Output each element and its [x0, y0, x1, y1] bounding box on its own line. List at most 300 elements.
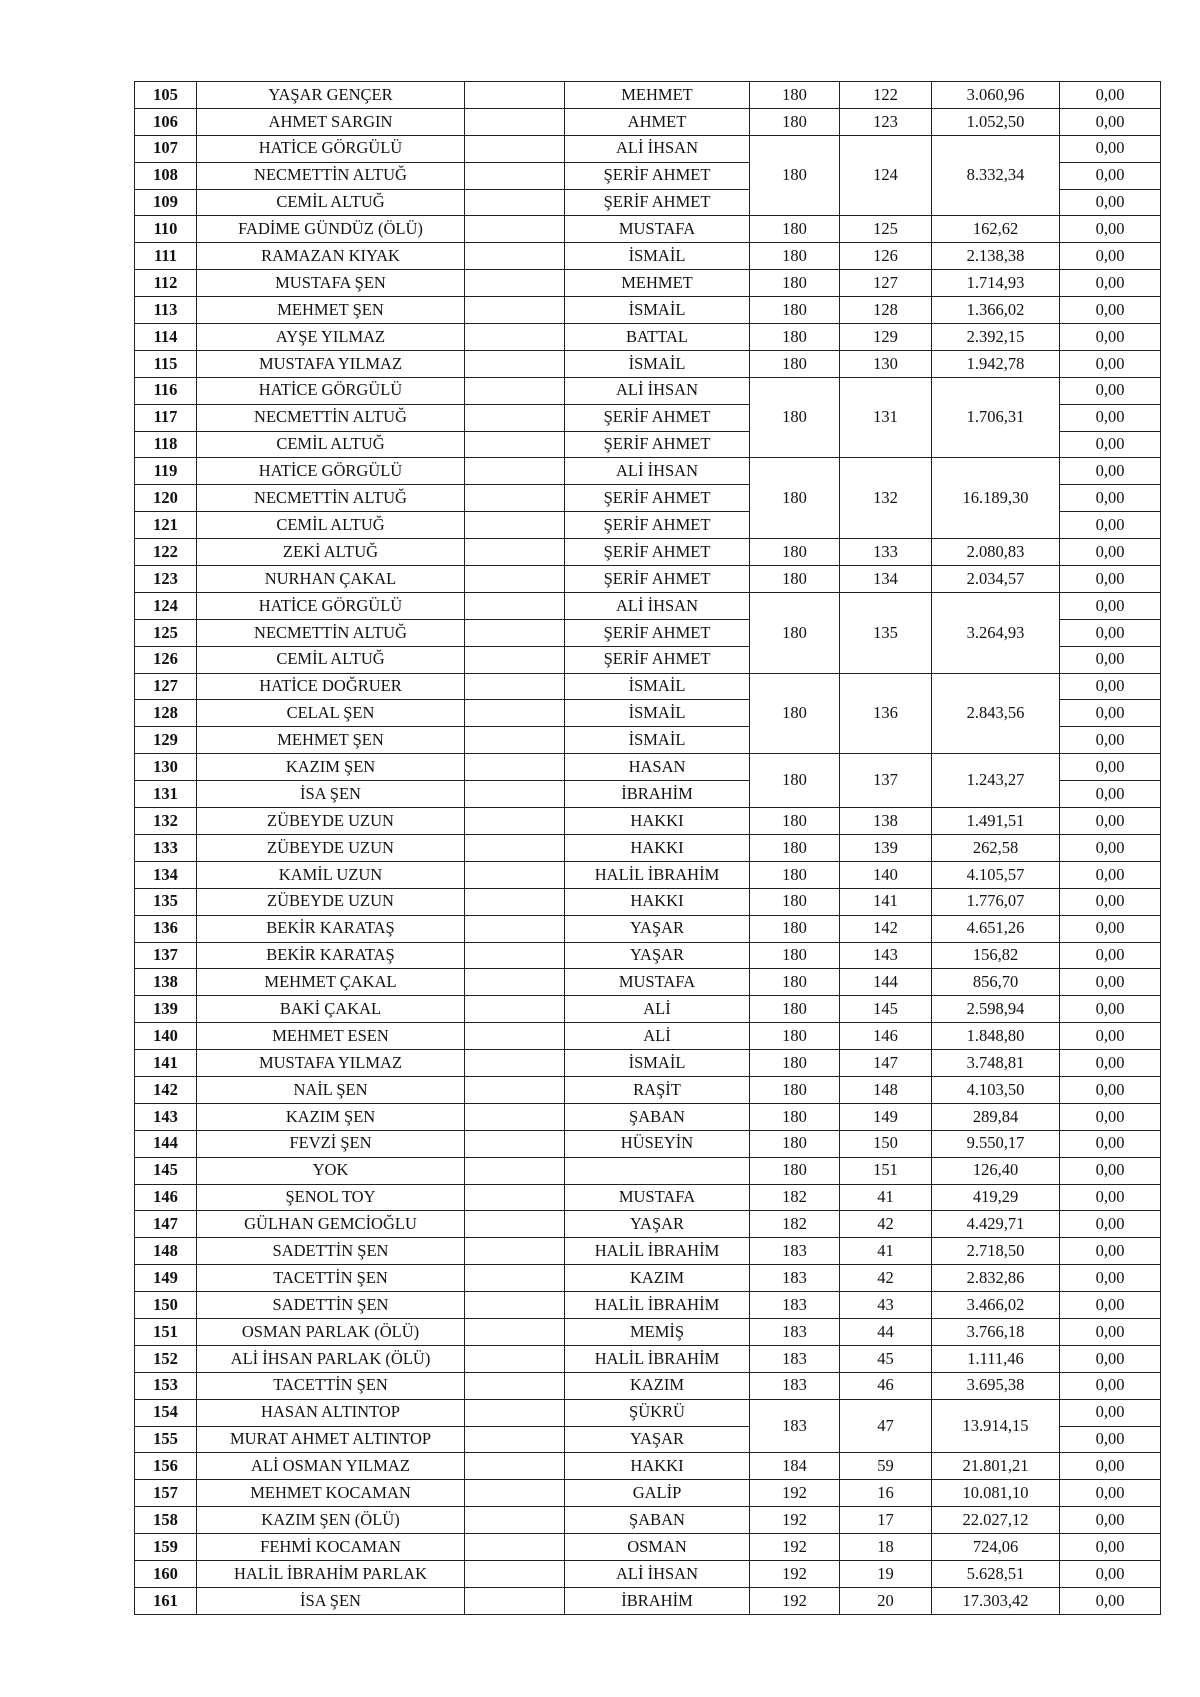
- table-row: [135, 377, 1161, 404]
- parcel-number-cell: 132: [840, 458, 932, 539]
- row-number-cell: 106: [135, 108, 197, 135]
- table-row: [135, 1130, 1161, 1157]
- block-number-cell: 180: [750, 942, 840, 969]
- father-name-cell: İSMAİL: [565, 727, 750, 754]
- area-cell: 2.718,50: [932, 1238, 1060, 1265]
- father-name-cell: HALİL İBRAHİM: [565, 861, 750, 888]
- parcel-number-cell: 148: [840, 1076, 932, 1103]
- row-number-cell: 132: [135, 808, 197, 835]
- table-row: [135, 1292, 1161, 1319]
- father-name-cell: ŞERİF AHMET: [565, 619, 750, 646]
- father-name-cell: ALİ İHSAN: [565, 592, 750, 619]
- value-cell: 0,00: [1060, 350, 1161, 377]
- area-cell: 4.429,71: [932, 1211, 1060, 1238]
- value-cell: 0,00: [1060, 1157, 1161, 1184]
- table-row: [135, 754, 1161, 781]
- father-name-cell: HAKKI: [565, 1453, 750, 1480]
- father-name-cell: ŞABAN: [565, 1103, 750, 1130]
- father-name-cell: MEHMET: [565, 82, 750, 109]
- block-number-cell: 180: [750, 297, 840, 324]
- area-cell: 21.801,21: [932, 1453, 1060, 1480]
- value-cell: 0,00: [1060, 1372, 1161, 1399]
- blank-cell: [465, 619, 565, 646]
- father-name-cell: ŞABAN: [565, 1507, 750, 1534]
- table-row: [135, 243, 1161, 270]
- blank-cell: [465, 834, 565, 861]
- row-number-cell: 128: [135, 700, 197, 727]
- parcel-number-cell: 46: [840, 1372, 932, 1399]
- value-cell: 0,00: [1060, 1480, 1161, 1507]
- table-row: [135, 539, 1161, 566]
- owner-name-cell: CEMİL ALTUĞ: [197, 646, 465, 673]
- table-row: [135, 108, 1161, 135]
- parcel-number-cell: 135: [840, 592, 932, 673]
- block-number-cell: 180: [750, 324, 840, 351]
- owner-name-cell: İSA ŞEN: [197, 781, 465, 808]
- block-number-cell: 180: [750, 82, 840, 109]
- value-cell: 0,00: [1060, 1103, 1161, 1130]
- father-name-cell: ALİ: [565, 996, 750, 1023]
- parcel-number-cell: 147: [840, 1050, 932, 1077]
- parcel-number-cell: 128: [840, 297, 932, 324]
- blank-cell: [465, 592, 565, 619]
- blank-cell: [465, 1372, 565, 1399]
- row-number-cell: 118: [135, 431, 197, 458]
- area-cell: 856,70: [932, 969, 1060, 996]
- block-number-cell: 180: [750, 1157, 840, 1184]
- owner-name-cell: GÜLHAN GEMCİOĞLU: [197, 1211, 465, 1238]
- father-name-cell: OSMAN: [565, 1534, 750, 1561]
- value-cell: 0,00: [1060, 512, 1161, 539]
- owner-name-cell: NECMETTİN ALTUĞ: [197, 619, 465, 646]
- parcel-number-cell: 18: [840, 1534, 932, 1561]
- parcel-number-cell: 59: [840, 1453, 932, 1480]
- value-cell: 0,00: [1060, 1534, 1161, 1561]
- row-number-cell: 156: [135, 1453, 197, 1480]
- block-number-cell: 180: [750, 754, 840, 808]
- value-cell: 0,00: [1060, 942, 1161, 969]
- father-name-cell: İSMAİL: [565, 700, 750, 727]
- row-number-cell: 157: [135, 1480, 197, 1507]
- value-cell: 0,00: [1060, 1453, 1161, 1480]
- block-number-cell: 180: [750, 673, 840, 754]
- owner-name-cell: NECMETTİN ALTUĞ: [197, 485, 465, 512]
- area-cell: 5.628,51: [932, 1560, 1060, 1587]
- owner-name-cell: CEMİL ALTUĞ: [197, 512, 465, 539]
- father-name-cell: HAKKI: [565, 808, 750, 835]
- parcel-number-cell: 134: [840, 566, 932, 593]
- blank-cell: [465, 216, 565, 243]
- owner-name-cell: CELAL ŞEN: [197, 700, 465, 727]
- owner-name-cell: CEMİL ALTUĞ: [197, 431, 465, 458]
- value-cell: 0,00: [1060, 270, 1161, 297]
- father-name-cell: ŞERİF AHMET: [565, 512, 750, 539]
- blank-cell: [465, 1184, 565, 1211]
- area-cell: 2.138,38: [932, 243, 1060, 270]
- parcel-number-cell: 133: [840, 539, 932, 566]
- value-cell: 0,00: [1060, 1184, 1161, 1211]
- table-row: [135, 1372, 1161, 1399]
- father-name-cell: YAŞAR: [565, 1426, 750, 1453]
- row-number-cell: 160: [135, 1560, 197, 1587]
- block-number-cell: 180: [750, 1130, 840, 1157]
- row-number-cell: 142: [135, 1076, 197, 1103]
- value-cell: 0,00: [1060, 135, 1161, 162]
- block-number-cell: 180: [750, 834, 840, 861]
- value-cell: 0,00: [1060, 377, 1161, 404]
- area-cell: 126,40: [932, 1157, 1060, 1184]
- block-number-cell: 192: [750, 1480, 840, 1507]
- block-number-cell: 192: [750, 1534, 840, 1561]
- owner-name-cell: NECMETTİN ALTUĞ: [197, 404, 465, 431]
- value-cell: 0,00: [1060, 1426, 1161, 1453]
- row-number-cell: 131: [135, 781, 197, 808]
- value-cell: 0,00: [1060, 1292, 1161, 1319]
- block-number-cell: 180: [750, 915, 840, 942]
- table-row: [135, 888, 1161, 915]
- area-cell: 13.914,15: [932, 1399, 1060, 1453]
- blank-cell: [465, 1265, 565, 1292]
- block-number-cell: 180: [750, 458, 840, 539]
- blank-cell: [465, 1103, 565, 1130]
- father-name-cell: HÜSEYİN: [565, 1130, 750, 1157]
- table-row: [135, 216, 1161, 243]
- area-cell: 4.651,26: [932, 915, 1060, 942]
- father-name-cell: GALİP: [565, 1480, 750, 1507]
- row-number-cell: 135: [135, 888, 197, 915]
- table-row: [135, 297, 1161, 324]
- blank-cell: [465, 82, 565, 109]
- father-name-cell: MUSTAFA: [565, 969, 750, 996]
- blank-cell: [465, 1587, 565, 1614]
- block-number-cell: 180: [750, 592, 840, 673]
- table-row: [135, 942, 1161, 969]
- value-cell: 0,00: [1060, 297, 1161, 324]
- value-cell: 0,00: [1060, 189, 1161, 216]
- blank-cell: [465, 162, 565, 189]
- owner-name-cell: FEVZİ ŞEN: [197, 1130, 465, 1157]
- block-number-cell: 180: [750, 108, 840, 135]
- row-number-cell: 140: [135, 1023, 197, 1050]
- blank-cell: [465, 1480, 565, 1507]
- row-number-cell: 153: [135, 1372, 197, 1399]
- table-row: [135, 1507, 1161, 1534]
- owner-name-cell: YOK: [197, 1157, 465, 1184]
- blank-cell: [465, 727, 565, 754]
- value-cell: 0,00: [1060, 915, 1161, 942]
- area-cell: 2.598,94: [932, 996, 1060, 1023]
- blank-cell: [465, 700, 565, 727]
- value-cell: 0,00: [1060, 458, 1161, 485]
- blank-cell: [465, 512, 565, 539]
- table-row: [135, 861, 1161, 888]
- owner-name-cell: NURHAN ÇAKAL: [197, 566, 465, 593]
- blank-cell: [465, 1453, 565, 1480]
- parcel-number-cell: 41: [840, 1238, 932, 1265]
- parcel-number-cell: 151: [840, 1157, 932, 1184]
- table-row: [135, 324, 1161, 351]
- area-cell: 1.111,46: [932, 1345, 1060, 1372]
- father-name-cell: ALİ İHSAN: [565, 458, 750, 485]
- table-row: [135, 1587, 1161, 1614]
- parcel-number-cell: 137: [840, 754, 932, 808]
- row-number-cell: 105: [135, 82, 197, 109]
- father-name-cell: KAZIM: [565, 1265, 750, 1292]
- owner-name-cell: ZÜBEYDE UZUN: [197, 888, 465, 915]
- blank-cell: [465, 1426, 565, 1453]
- parcel-number-cell: 136: [840, 673, 932, 754]
- row-number-cell: 150: [135, 1292, 197, 1319]
- owner-name-cell: NECMETTİN ALTUĞ: [197, 162, 465, 189]
- row-number-cell: 139: [135, 996, 197, 1023]
- value-cell: 0,00: [1060, 243, 1161, 270]
- value-cell: 0,00: [1060, 1507, 1161, 1534]
- father-name-cell: HALİL İBRAHİM: [565, 1345, 750, 1372]
- owner-name-cell: MEHMET ESEN: [197, 1023, 465, 1050]
- value-cell: 0,00: [1060, 1265, 1161, 1292]
- table-row: [135, 1534, 1161, 1561]
- blank-cell: [465, 1211, 565, 1238]
- value-cell: 0,00: [1060, 1023, 1161, 1050]
- owner-name-cell: HATİCE DOĞRUER: [197, 673, 465, 700]
- area-cell: 3.748,81: [932, 1050, 1060, 1077]
- value-cell: 0,00: [1060, 1211, 1161, 1238]
- area-cell: 10.081,10: [932, 1480, 1060, 1507]
- father-name-cell: ŞERİF AHMET: [565, 431, 750, 458]
- table-row: [135, 592, 1161, 619]
- row-number-cell: 137: [135, 942, 197, 969]
- value-cell: 0,00: [1060, 162, 1161, 189]
- area-cell: 724,06: [932, 1534, 1060, 1561]
- block-number-cell: 180: [750, 566, 840, 593]
- blank-cell: [465, 754, 565, 781]
- area-cell: 1.706,31: [932, 377, 1060, 458]
- parcel-number-cell: 143: [840, 942, 932, 969]
- owner-name-cell: YAŞAR GENÇER: [197, 82, 465, 109]
- row-number-cell: 138: [135, 969, 197, 996]
- block-number-cell: 180: [750, 270, 840, 297]
- owner-name-cell: HASAN ALTINTOP: [197, 1399, 465, 1426]
- block-number-cell: 180: [750, 1103, 840, 1130]
- parcel-number-cell: 139: [840, 834, 932, 861]
- row-number-cell: 117: [135, 404, 197, 431]
- father-name-cell: İBRAHİM: [565, 781, 750, 808]
- row-number-cell: 123: [135, 566, 197, 593]
- parcel-number-cell: 144: [840, 969, 932, 996]
- blank-cell: [465, 1318, 565, 1345]
- block-number-cell: 183: [750, 1238, 840, 1265]
- father-name-cell: YAŞAR: [565, 942, 750, 969]
- table-row: [135, 969, 1161, 996]
- parcel-number-cell: 42: [840, 1265, 932, 1292]
- value-cell: 0,00: [1060, 1050, 1161, 1077]
- owner-name-cell: MURAT AHMET ALTINTOP: [197, 1426, 465, 1453]
- block-number-cell: 180: [750, 216, 840, 243]
- block-number-cell: 180: [750, 888, 840, 915]
- father-name-cell: KAZIM: [565, 1372, 750, 1399]
- area-cell: 2.080,83: [932, 539, 1060, 566]
- father-name-cell: ŞERİF AHMET: [565, 539, 750, 566]
- blank-cell: [465, 808, 565, 835]
- value-cell: 0,00: [1060, 700, 1161, 727]
- value-cell: 0,00: [1060, 1587, 1161, 1614]
- table-row: [135, 1023, 1161, 1050]
- value-cell: 0,00: [1060, 1130, 1161, 1157]
- table-body: [135, 82, 1161, 1615]
- owner-name-cell: CEMİL ALTUĞ: [197, 189, 465, 216]
- area-cell: 22.027,12: [932, 1507, 1060, 1534]
- row-number-cell: 130: [135, 754, 197, 781]
- owner-name-cell: HATİCE GÖRGÜLÜ: [197, 592, 465, 619]
- table-row: [135, 996, 1161, 1023]
- table-row: [135, 270, 1161, 297]
- area-cell: 3.264,93: [932, 592, 1060, 673]
- father-name-cell: HAKKI: [565, 834, 750, 861]
- area-cell: 1.776,07: [932, 888, 1060, 915]
- blank-cell: [465, 566, 565, 593]
- blank-cell: [465, 1399, 565, 1426]
- area-cell: 419,29: [932, 1184, 1060, 1211]
- area-cell: 3.695,38: [932, 1372, 1060, 1399]
- value-cell: 0,00: [1060, 1399, 1161, 1426]
- owner-name-cell: AHMET SARGIN: [197, 108, 465, 135]
- value-cell: 0,00: [1060, 727, 1161, 754]
- owner-name-cell: MUSTAFA YILMAZ: [197, 350, 465, 377]
- father-name-cell: MUSTAFA: [565, 1184, 750, 1211]
- area-cell: 4.105,57: [932, 861, 1060, 888]
- table-row: [135, 834, 1161, 861]
- row-number-cell: 154: [135, 1399, 197, 1426]
- father-name-cell: AHMET: [565, 108, 750, 135]
- value-cell: 0,00: [1060, 754, 1161, 781]
- value-cell: 0,00: [1060, 539, 1161, 566]
- parcel-number-cell: 19: [840, 1560, 932, 1587]
- owner-name-cell: İSA ŞEN: [197, 1587, 465, 1614]
- block-number-cell: 180: [750, 996, 840, 1023]
- row-number-cell: 116: [135, 377, 197, 404]
- value-cell: 0,00: [1060, 646, 1161, 673]
- value-cell: 0,00: [1060, 834, 1161, 861]
- father-name-cell: HALİL İBRAHİM: [565, 1292, 750, 1319]
- father-name-cell: MEHMET: [565, 270, 750, 297]
- value-cell: 0,00: [1060, 808, 1161, 835]
- row-number-cell: 107: [135, 135, 197, 162]
- blank-cell: [465, 1507, 565, 1534]
- table-row: [135, 808, 1161, 835]
- owner-name-cell: SADETTİN ŞEN: [197, 1238, 465, 1265]
- parcel-number-cell: 47: [840, 1399, 932, 1453]
- parcel-number-cell: 44: [840, 1318, 932, 1345]
- table-row: [135, 350, 1161, 377]
- row-number-cell: 147: [135, 1211, 197, 1238]
- row-number-cell: 126: [135, 646, 197, 673]
- block-number-cell: 180: [750, 350, 840, 377]
- owner-name-cell: MEHMET ŞEN: [197, 727, 465, 754]
- parcel-number-cell: 122: [840, 82, 932, 109]
- block-number-cell: 183: [750, 1399, 840, 1453]
- row-number-cell: 145: [135, 1157, 197, 1184]
- father-name-cell: ŞERİF AHMET: [565, 646, 750, 673]
- table-row: [135, 1453, 1161, 1480]
- block-number-cell: 183: [750, 1318, 840, 1345]
- area-cell: 3.766,18: [932, 1318, 1060, 1345]
- block-number-cell: 184: [750, 1453, 840, 1480]
- row-number-cell: 149: [135, 1265, 197, 1292]
- table-row: [135, 1560, 1161, 1587]
- father-name-cell: ŞÜKRÜ: [565, 1399, 750, 1426]
- table-row: [135, 566, 1161, 593]
- value-cell: 0,00: [1060, 82, 1161, 109]
- blank-cell: [465, 297, 565, 324]
- parcel-number-cell: 150: [840, 1130, 932, 1157]
- owner-name-cell: BAKİ ÇAKAL: [197, 996, 465, 1023]
- row-number-cell: 159: [135, 1534, 197, 1561]
- blank-cell: [465, 1023, 565, 1050]
- father-name-cell: İSMAİL: [565, 243, 750, 270]
- table-row: [135, 915, 1161, 942]
- father-name-cell: ŞERİF AHMET: [565, 189, 750, 216]
- row-number-cell: 124: [135, 592, 197, 619]
- father-name-cell: İSMAİL: [565, 297, 750, 324]
- father-name-cell: HASAN: [565, 754, 750, 781]
- owner-name-cell: KAZIM ŞEN (ÖLÜ): [197, 1507, 465, 1534]
- father-name-cell: ALİ İHSAN: [565, 1560, 750, 1587]
- parcel-number-cell: 149: [840, 1103, 932, 1130]
- father-name-cell: HAKKI: [565, 888, 750, 915]
- row-number-cell: 161: [135, 1587, 197, 1614]
- blank-cell: [465, 350, 565, 377]
- owner-name-cell: ŞENOL TOY: [197, 1184, 465, 1211]
- value-cell: 0,00: [1060, 1345, 1161, 1372]
- table-row: [135, 1050, 1161, 1077]
- table-row: [135, 1076, 1161, 1103]
- blank-cell: [465, 108, 565, 135]
- block-number-cell: 192: [750, 1507, 840, 1534]
- area-cell: 8.332,34: [932, 135, 1060, 216]
- parcel-number-cell: 125: [840, 216, 932, 243]
- owner-name-cell: TACETTİN ŞEN: [197, 1372, 465, 1399]
- value-cell: 0,00: [1060, 108, 1161, 135]
- father-name-cell: YAŞAR: [565, 915, 750, 942]
- parcel-number-cell: 130: [840, 350, 932, 377]
- owner-name-cell: HATİCE GÖRGÜLÜ: [197, 458, 465, 485]
- parcel-number-cell: 43: [840, 1292, 932, 1319]
- area-cell: 1.942,78: [932, 350, 1060, 377]
- block-number-cell: 180: [750, 808, 840, 835]
- blank-cell: [465, 781, 565, 808]
- value-cell: 0,00: [1060, 324, 1161, 351]
- block-number-cell: 183: [750, 1292, 840, 1319]
- parcel-number-cell: 20: [840, 1587, 932, 1614]
- value-cell: 0,00: [1060, 969, 1161, 996]
- block-number-cell: 180: [750, 1076, 840, 1103]
- blank-cell: [465, 243, 565, 270]
- block-number-cell: 180: [750, 243, 840, 270]
- owner-name-cell: ALİ İHSAN PARLAK (ÖLÜ): [197, 1345, 465, 1372]
- value-cell: 0,00: [1060, 619, 1161, 646]
- row-number-cell: 134: [135, 861, 197, 888]
- row-number-cell: 151: [135, 1318, 197, 1345]
- father-name-cell: İBRAHİM: [565, 1587, 750, 1614]
- value-cell: 0,00: [1060, 404, 1161, 431]
- row-number-cell: 119: [135, 458, 197, 485]
- value-cell: 0,00: [1060, 566, 1161, 593]
- block-number-cell: 183: [750, 1345, 840, 1372]
- owner-name-cell: HATİCE GÖRGÜLÜ: [197, 377, 465, 404]
- table-row: [135, 1345, 1161, 1372]
- owner-name-cell: ALİ OSMAN YILMAZ: [197, 1453, 465, 1480]
- value-cell: 0,00: [1060, 673, 1161, 700]
